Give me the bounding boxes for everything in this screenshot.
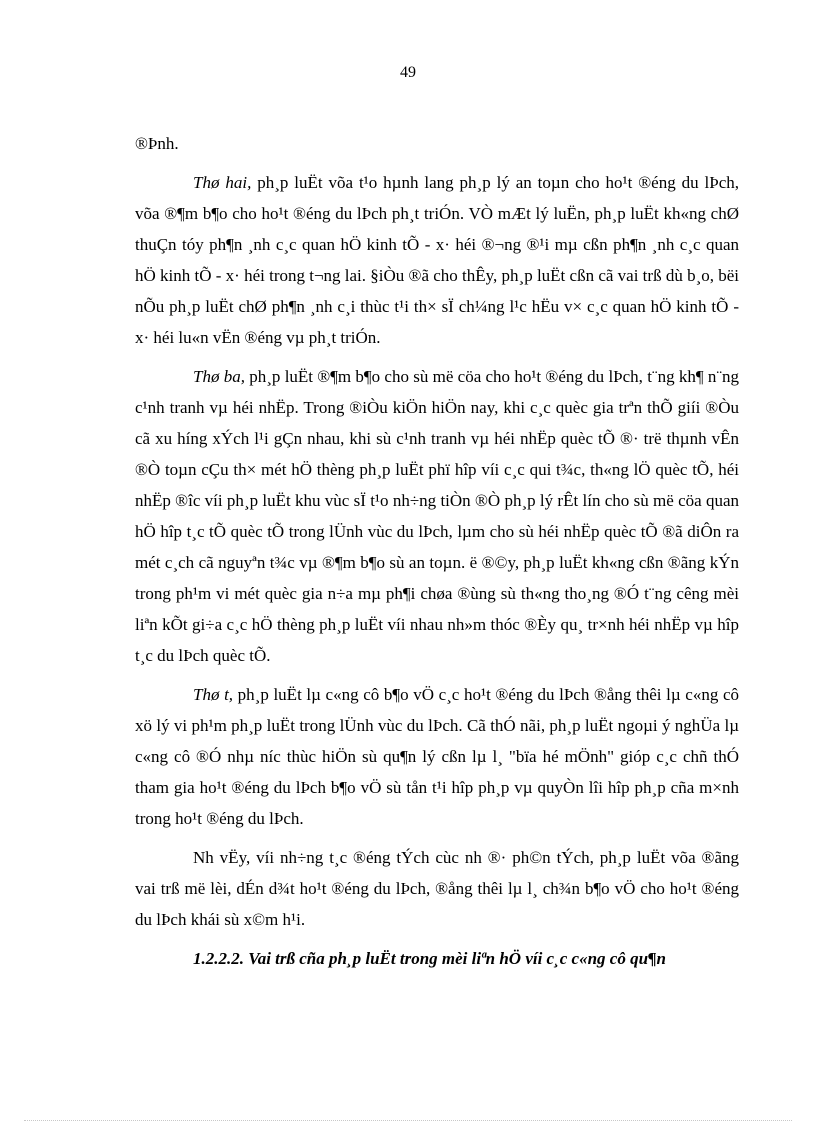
- paragraph-lead: Thø t,: [193, 685, 234, 704]
- paragraph-thu-hai: [135, 167, 739, 353]
- paragraph-text: ®Þnh.: [135, 134, 179, 153]
- body-text: [135, 128, 739, 974]
- paragraph-thu-ba: [135, 361, 739, 671]
- page-bottom-border: [24, 1120, 792, 1121]
- paragraph-lead: Thø hai,: [193, 173, 252, 192]
- page-number: 49: [400, 64, 416, 81]
- paragraph-text: ph¸p luËt lµ c«ng cô b¶o vÖ c¸c ho¹t ®éng du lÞch ®ång thêi lµ c«ng cô xö lý vi ph¹m ph¸p luËt trong lÜnh vùc du lÞch. Cã thÓ nãi, ph¸p luËt ngoµi ý nghÜa lµ c«ng cô ®Ó nhµ níc thùc hiÖn sù qu¶n lý cßn lµ l¸ "bïa hé mÖnh" gióp c¸c chñ thÓ tham gia ho¹t ®éng du lÞch b¶o vÖ sù tån t¹i hîp ph¸p vµ quyÒn lîi hîp ph¸p cña m×nh trong ho¹t ®éng du lÞch.: [135, 685, 739, 828]
- paragraph-conclusion: [135, 842, 739, 935]
- paragraph-lead: Thø ba,: [193, 367, 245, 386]
- paragraph-text: ph¸p luËt võa t¹o hµnh lang ph¸p lý an toµn cho ho¹t ®éng du lÞch, võa ®¶m b¶o cho ho¹t ®éng du lÞch ph¸t triÓn. VÒ mÆt lý luËn, ph¸p luËt kh«ng chØ thuÇn tóy ph¶n ¸nh c¸c quan hÖ kinh tÕ - x· héi ®¬ng ®¹i mµ cßn ph¶n ¸nh c¸c quan hÖ kinh tÕ - x· héi trong t¬ng lai. §iÒu ®ã cho thÊy, ph¸p luËt cßn cã vai trß dù b¸o, bëi nÕu ph¸p luËt chØ ph¶n ¸nh c¸i thùc t¹i th× sÏ ch¼ng l¹c hËu v× c¸c quan hÖ kinh tÕ - x· héi lu«n vËn ®éng vµ ph¸t triÓn.: [135, 173, 739, 347]
- paragraph-continuation: [135, 128, 739, 159]
- paragraph-thu-tu: [135, 679, 739, 834]
- paragraph-text: ph¸p luËt ®¶m b¶o cho sù më cöa cho ho¹t ®éng du lÞch, t¨ng kh¶ n¨ng c¹nh tranh vµ héi nhËp. Trong ®iÒu kiÖn hiÖn nay, khi c¸c quèc gia trªn thÕ giíi ®Òu cã xu híng xÝch l¹i gÇn nhau, khi sù c¹nh tranh vµ héi nhËp quèc tÕ ®· trë thµnh vÊn ®Ò toµn cÇu th× mét hÖ thèng ph¸p luËt phï hîp víi c¸c qui t¾c, th«ng lÖ quèc tÕ, héi nhËp ®îc víi ph¸p luËt khu vùc sÏ t¹o nh÷ng tiÒn ®Ò ph¸p lý rÊt lín cho sù më cöa quan hÖ hîp t¸c tÕ quèc tÕ trong lÜnh vùc du lÞch, lµm cho sù héi nhËp quèc tÕ ®ã diÔn ra mét c¸ch cã nguyªn t¾c vµ ®¶m b¶o sù an toµn. ë ®©y, ph¸p luËt kh«ng cßn ®ãng kÝn trong ph¹m vi mét quèc gia n÷a mµ ph¶i chøa ®ùng sù th«ng tho¸ng ®Ó t¨ng cêng mèi liªn kÕt gi÷a c¸c hÖ thèng ph¸p luËt víi nhau nh»m thóc ®Èy qu¸ tr×nh héi nhËp vµ hîp t¸c du lÞch quèc tÕ.: [135, 367, 739, 665]
- paragraph-text: Nh vËy, víi nh÷ng t¸c ®éng tÝch cùc nh ®· ph©n tÝch, ph¸p luËt võa ®ãng vai trß më lèi, dÉn d¾t ho¹t ®éng du lÞch, ®ång thêi lµ l¸ ch¾n b¶o vÖ cho ho¹t ®éng du lÞch khái sù x©m h¹i.: [135, 848, 739, 929]
- section-heading: 1.2.2.2. Vai trß cña ph¸p luËt trong mèi liªn hÖ víi c¸c c«ng cô qu¶n: [193, 949, 667, 968]
